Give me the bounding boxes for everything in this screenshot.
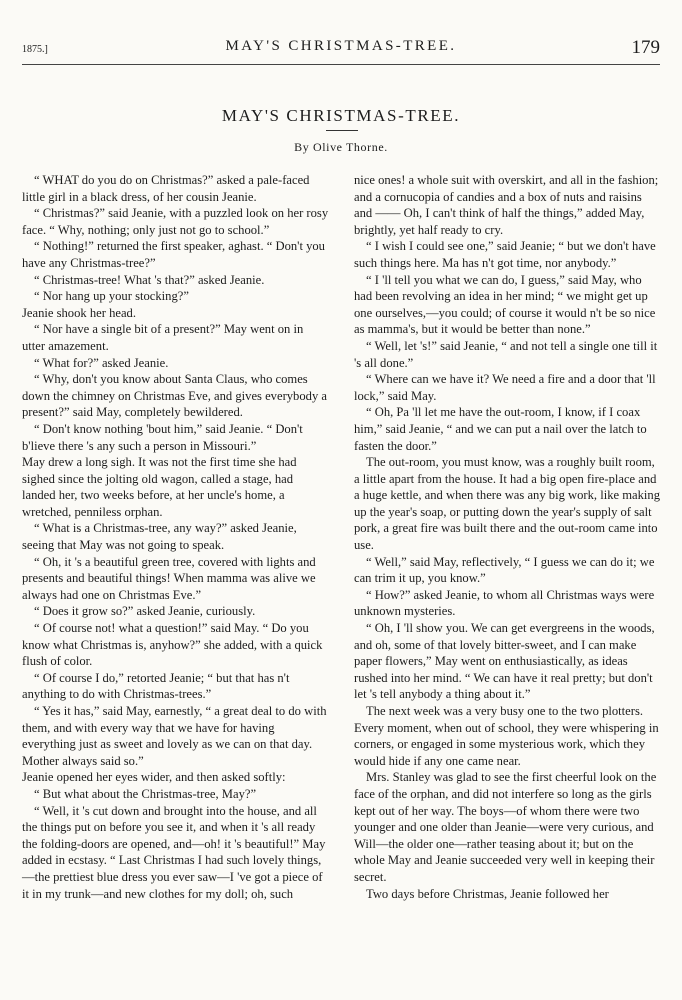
paragraph: “ How?” asked Jeanie, to whom all Christmas ways were unknown mysteries. xyxy=(354,587,655,619)
paragraph: nice ones! a whole suit with overskirt, and all in the fashion; and a cornucopia of candies and a box of nuts and raisins and —— Oh, I can't think of half the things,” added May, brightly, yet half ready to cry. xyxy=(354,173,659,237)
paragraph: “ Does it grow so?” asked Jeanie, curiously. xyxy=(34,604,256,619)
article-title: MAY'S CHRISTMAS-TREE. xyxy=(221,106,461,125)
paragraph: “ Well,” said May, reflectively, “ I guess we can do it; we can trim it up, you know.” xyxy=(354,554,655,586)
paragraph: “ But what about the Christmas-tree, May?” xyxy=(34,786,257,801)
running-head-year: 1875.] xyxy=(22,44,48,55)
paragraph: “ Christmas?” said Jeanie, with a puzzled look on her rosy face. “ Why, nothing; only just not go to school.” xyxy=(22,206,329,237)
paragraph: The out-room, you must know, was a roughly built room, a little apart from the house. It had a big open fire-place and a huge kettle, and when there was any big work, like making up the year's soap, or putting down the year's supply of salt pork, a great fire was built there and the out-room came into use. xyxy=(354,455,661,553)
paragraph: “ Yes it has,” said May, earnestly, “ a great deal to do with them, and with every way that we have for having everything just as sweet and lovely as we can on that day. Mother always said so.” xyxy=(22,704,327,768)
header-rule xyxy=(22,64,660,65)
paragraph: “ WHAT do you do on Christmas?” asked a pale-faced little girl in a black dress, of her cousin Jeanie. xyxy=(22,173,310,204)
byline: By Olive Thorne. xyxy=(294,140,388,154)
title-rule xyxy=(326,130,358,131)
paragraph: “ Of course I do,” retorted Jeanie; “ but that has n't anything to do with Christmas-trees.” xyxy=(22,670,290,702)
paragraph: “ Why, don't you know about Santa Claus, who comes down the chimney on Christmas Eve, and gives everybody a present?” said May, completely bewildered. xyxy=(22,372,327,420)
paragraph: May drew a long sigh. It was not the first time she had sighed since the jolting old wagon, called a stage, had landed her, two weeks before, at her uncle's home, a wretched, penniless orphan. xyxy=(22,455,297,519)
paragraph: Jeanie opened her eyes wider, and then asked softly: xyxy=(22,770,286,785)
paragraph: “ Oh, it 's a beautiful green tree, covered with lights and presents and beautiful things! When mamma was alive we always had one on Christmas Eve.” xyxy=(22,554,316,602)
paragraph: “ Oh, Pa 'll let me have the out-room, I know, if I coax him,” said Jeanie, “ and we can put a nail over the latch to fasten the door.” xyxy=(354,405,647,453)
paragraph: “ Well, it 's cut down and brought into the house, and all the things put on before you see it, and when it 's all ready the folding-doors are opened, and—oh! it 's beautiful!” May added in ecstasy. “ Last Christmas I had such lovely things,—the prettiest blue dress you ever saw—I 've got a piece of it in my trunk—and new clothes for my doll; oh, such xyxy=(22,803,326,901)
paragraph: “ Where can we have it? We need a fire and a door that 'll lock,” said May. xyxy=(354,372,656,403)
paragraph: “ Nor have a single bit of a present?” May went on in utter amazement. xyxy=(22,322,304,353)
right-column xyxy=(354,172,661,902)
paragraph: “ Nor hang up your stocking?” xyxy=(34,289,189,304)
paragraph: The next week was a very busy one to the two plotters. Every moment, when out of school, they were whispering in corners, or engaged in some mysterious work, which they would hide if any one came near. xyxy=(354,704,659,768)
paragraph: “ I 'll tell you what we can do, I guess,” said May, who had been revolving an idea in her mind; “ we might get up one ourselves,—you could; of course it would n't be so nice as mamma's, but it would be better than none.” xyxy=(354,272,656,337)
paragraph: “ Well, let 's!” said Jeanie, “ and not tell a single one till it 's all done.” xyxy=(354,338,658,370)
page-number: 179 xyxy=(631,37,660,58)
paragraph: “ Don't know nothing 'bout him,” said Jeanie. “ Don't b'lieve there 's any such a person in Missouri.” xyxy=(22,421,303,453)
running-head xyxy=(22,38,660,60)
paragraph: “ Of course not! what a question!” said May. “ Do you know what Christmas is, anyhow?” she added, with a quick flush of color. xyxy=(22,621,323,669)
paragraph: Jeanie shook her head. xyxy=(22,305,137,320)
paragraph: “ What is a Christmas-tree, any way?” asked Jeanie, seeing that May was not going to speak. xyxy=(22,521,297,553)
paragraph: “ I wish I could see one,” said Jeanie; “ but we don't have such things here. Ma has n't got time, nor anybody.” xyxy=(354,239,656,270)
paragraph: “ Nothing!” returned the first speaker, aghast. “ Don't you have any Christmas-tree?” xyxy=(22,239,325,270)
paragraph: “ Christmas-tree! What 's that?” asked Jeanie. xyxy=(34,272,265,287)
paragraph: “ What for?” asked Jeanie. xyxy=(34,355,169,370)
paragraph: “ Oh, I 'll show you. We can get evergreens in the woods, and oh, some of that lovely bitter-sweet, and I can make paper flowers,” May went on enthusiastically, as ideas rushed into her mind. “ We can have it real pretty; but don't let 's tell anybody a thing about it.” xyxy=(354,621,655,702)
paragraph: Two days before Christmas, Jeanie followed her xyxy=(366,886,609,901)
paragraph: Mrs. Stanley was glad to see the first cheerful look on the face of the orphan, and did not interfere so long as the girls kept out of her way. The boys—of whom there were two younger and one older than Jeanie—were very curious, and Will—the older one—rather teasing about it; but on the whole May and Jeanie succeeded very well in keeping their secret. xyxy=(354,770,657,884)
running-head-title: MAY'S CHRISTMAS-TREE. xyxy=(225,38,457,54)
left-column xyxy=(22,172,329,902)
